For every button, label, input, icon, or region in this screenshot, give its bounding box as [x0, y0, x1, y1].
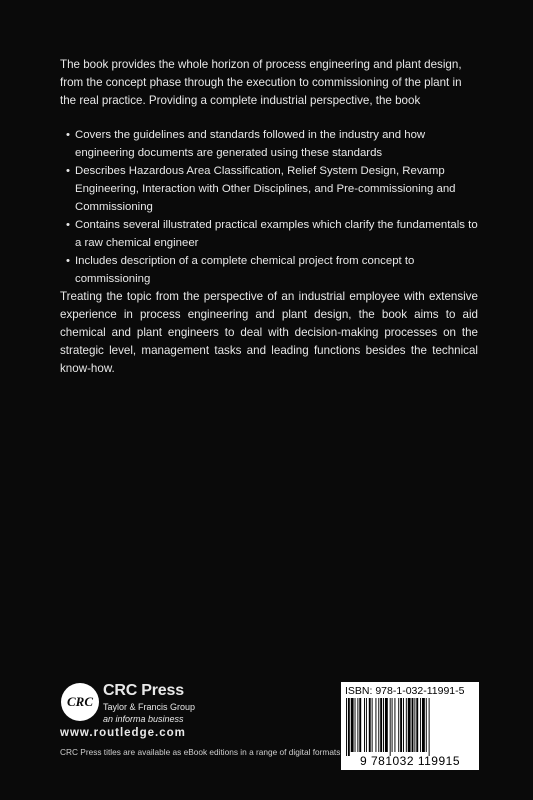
barcode-bar	[429, 698, 430, 756]
barcode-bar	[375, 698, 376, 752]
barcode-bar	[416, 698, 418, 752]
publisher-group: Taylor & Francis Group	[103, 702, 196, 712]
ean-number: 9 781032 119915	[359, 754, 461, 768]
barcode-bar	[420, 698, 421, 752]
isbn-label: ISBN: 978-1-032-11991-5	[345, 685, 465, 697]
barcode-bar	[366, 698, 367, 752]
barcode-bar	[355, 698, 356, 752]
barcode-bar	[351, 698, 354, 752]
barcode-bar	[390, 698, 391, 756]
website-link[interactable]: www.routledge.com	[60, 727, 186, 739]
barcode-bar	[378, 698, 379, 752]
barcode-bar	[372, 698, 373, 752]
list-item: • Includes description of a complete chemical project from concept to commissioning	[66, 252, 484, 288]
barcode-bar	[422, 698, 425, 752]
barcode-bar	[383, 698, 384, 752]
barcode-bar	[380, 698, 382, 752]
barcode	[341, 682, 479, 770]
barcode-bar	[392, 698, 393, 752]
intro-paragraph: The book provides the whole horizon of process engineering and plant design, from the concept phase through the execution to commissioning of the plant in the real practice. Providing a complete industrial perspective, the book	[60, 58, 462, 107]
barcode-bar	[364, 698, 365, 752]
crc-logo-text: CRC	[66, 694, 94, 709]
list-item: • Describes Hazardous Area Classification, Relief System Design, Revamp Engineering, Interaction with Other Disciplines, and Pre-commissioning and Commissioning	[66, 162, 484, 216]
barcode-bar	[403, 698, 404, 752]
barcode-bars	[346, 698, 474, 756]
closing-paragraph: Treating the topic from the perspective of an industrial employee with extensive experience in process engineering and plant design, the book aims to aid chemical and plant engineers to deal with decision-making processes on the strategic level, management tasks and leading functions besides the technical know-how.	[60, 290, 478, 375]
barcode-bar	[400, 698, 402, 752]
publisher-tagline: an informa business	[103, 714, 184, 724]
list-item: • Covers the guidelines and standards followed in the industry and how engineering documents are generated using these standards	[66, 126, 484, 162]
barcode-bar	[369, 698, 371, 752]
barcode-bar	[414, 698, 415, 752]
barcode-bar	[408, 698, 411, 752]
barcode-bar	[385, 698, 388, 752]
ebook-footnote: CRC Press titles are available as eBook editions in a range of digital formats	[60, 747, 341, 757]
barcode-bar	[346, 698, 347, 756]
crc-logo-icon	[60, 682, 100, 722]
barcode-bar	[398, 698, 399, 752]
barcode-bar	[357, 698, 358, 752]
barcode-bar	[359, 698, 361, 752]
list-item: • Contains several illustrated practical examples which clarify the fundamentals to a raw chemical engineer	[66, 216, 484, 252]
barcode-bar	[412, 698, 414, 752]
feature-list	[66, 126, 484, 288]
barcode-bar	[426, 698, 427, 752]
barcode-bar	[406, 698, 407, 752]
barcode-bar	[348, 698, 350, 756]
publisher-name: CRC Press	[103, 682, 184, 699]
barcode-bar	[394, 698, 395, 752]
